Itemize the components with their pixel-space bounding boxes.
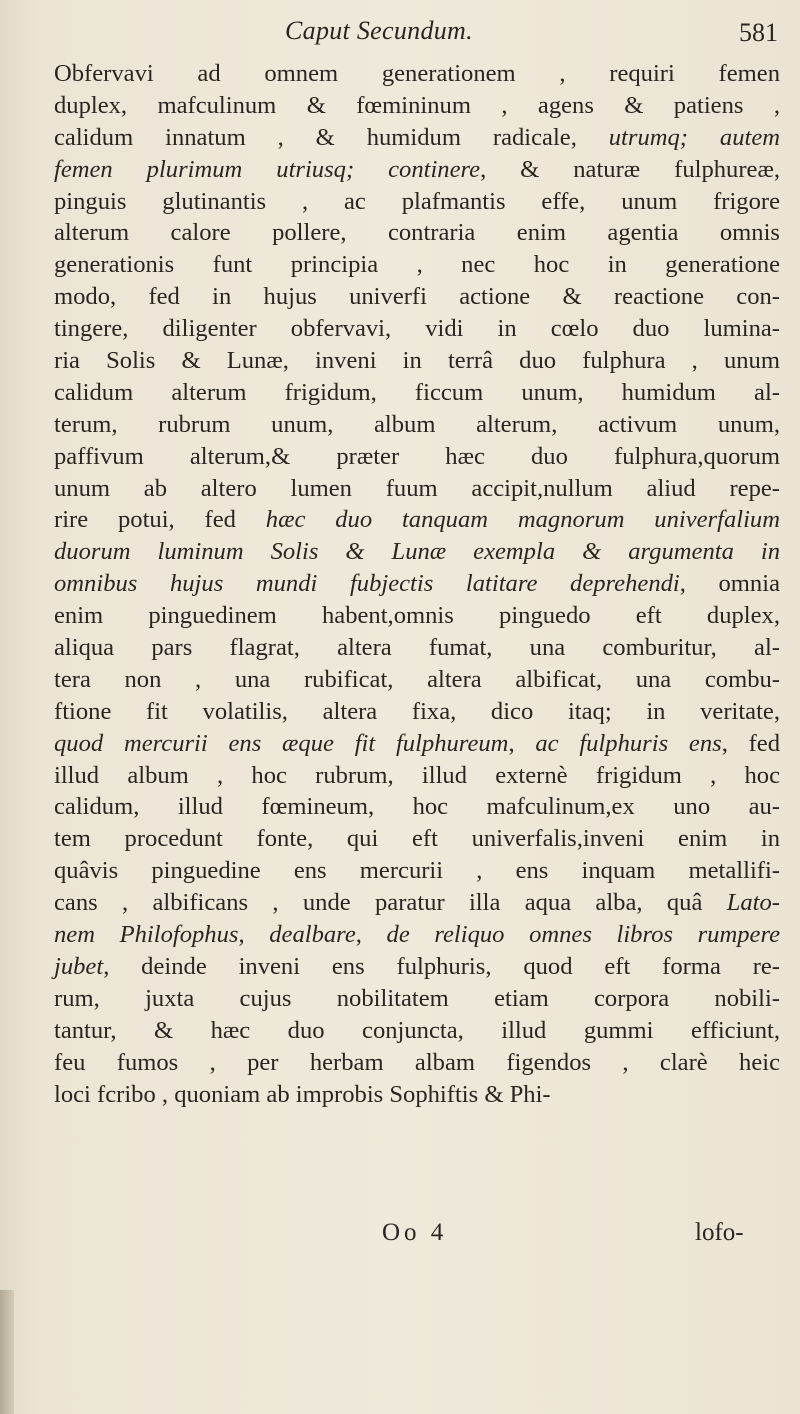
text-line bbox=[54, 249, 780, 281]
text-line bbox=[54, 951, 780, 983]
text-line bbox=[54, 441, 780, 473]
text-line bbox=[54, 983, 780, 1015]
roman-text: aliqua pars flagrat, altera fumat, una comburitur, al- bbox=[54, 634, 780, 662]
italic-text: de reliquo omnes libros rumpere bbox=[386, 921, 781, 949]
text-line bbox=[54, 504, 780, 536]
text-line bbox=[54, 345, 780, 377]
text-line bbox=[54, 409, 780, 441]
italic-text: utrumq; autem bbox=[608, 123, 780, 151]
text-line bbox=[54, 1047, 780, 1079]
italic-text: omnibus hujus mundi fubjectis latitare deprehendi bbox=[54, 570, 680, 598]
text-line bbox=[54, 887, 780, 919]
italic-text: ac fulphuris ens bbox=[535, 729, 722, 757]
text-line bbox=[54, 760, 780, 792]
roman-text: rire potui, fed bbox=[54, 506, 266, 534]
roman-text: tantur, & hæc duo conjuncta, illud gummi efficiunt, bbox=[54, 1016, 780, 1044]
italic-text: jubet bbox=[54, 952, 104, 980]
text-line bbox=[54, 536, 780, 568]
text-line bbox=[54, 728, 780, 760]
roman-text: , & naturæ fulphureæ, bbox=[480, 155, 781, 183]
page-edge-shadow bbox=[0, 1290, 14, 1414]
italic-text: hæc duo tanquam magnorum univerfalium bbox=[265, 506, 780, 534]
text-line bbox=[54, 122, 780, 154]
text-line bbox=[54, 154, 780, 186]
text-line bbox=[54, 1015, 780, 1047]
page-header bbox=[0, 16, 800, 56]
roman-text: ria Solis & Lunæ, inveni in terrâ duo fulphura , unum bbox=[54, 347, 780, 375]
roman-text: quâvis pinguedine ens mercurii , ens inquam metallifi- bbox=[54, 857, 780, 885]
roman-text: feu fumos , per herbam albam figendos , clarè heic bbox=[54, 1048, 780, 1076]
text-line bbox=[54, 919, 780, 951]
text-line bbox=[54, 696, 780, 728]
roman-text: illud album , hoc rubrum, illud externè frigidum , hoc bbox=[54, 761, 780, 789]
text-line bbox=[54, 823, 780, 855]
text-line bbox=[54, 377, 780, 409]
text-line bbox=[54, 473, 780, 505]
text-line bbox=[54, 568, 780, 600]
roman-text: , fed bbox=[721, 729, 780, 757]
roman-text: calidum innatum , & humidum radicale, bbox=[54, 123, 609, 151]
roman-text: , deinde inveni ens fulphuris, quod eft forma re- bbox=[103, 952, 780, 980]
roman-text: unum ab altero lumen fuum accipit,nullum aliud repe- bbox=[54, 474, 780, 502]
roman-text: , omnia bbox=[679, 570, 780, 598]
roman-text: calidum, illud fœmineum, hoc mafculinum,ex uno au- bbox=[54, 793, 780, 821]
roman-text: ftione fit volatilis, altera fixa, dico itaq; in veritate, bbox=[54, 697, 780, 725]
roman-text: , bbox=[238, 921, 270, 949]
page-footer bbox=[0, 1219, 800, 1251]
roman-text: modo, fed in hujus univerfi actione & reactione con- bbox=[54, 283, 780, 311]
roman-text: terum, rubrum unum, album alterum, activum unum, bbox=[54, 410, 780, 438]
roman-text: paffivum alterum,& præter hæc duo fulphura,quorum bbox=[54, 442, 780, 470]
text-line bbox=[54, 217, 780, 249]
text-line bbox=[54, 664, 780, 696]
catchword: lofo- bbox=[695, 1219, 744, 1246]
roman-text: tera non , una rubificat, altera albificat, una combu- bbox=[54, 665, 780, 693]
roman-text: tingere, diligenter obfervavi, vidi in cœlo duo lumina- bbox=[54, 315, 780, 343]
roman-text: tem procedunt fonte, qui eft univerfalis,inveni enim in bbox=[54, 825, 780, 853]
roman-text: pinguis glutinantis , ac plafmantis effe, unum frigore bbox=[54, 187, 780, 215]
roman-text: rum, juxta cujus nobilitatem etiam corpora nobili- bbox=[54, 984, 780, 1012]
roman-text: enim pinguedinem habent,omnis pinguedo eft duplex, bbox=[54, 602, 780, 630]
running-title: Caput Secundum. bbox=[285, 16, 473, 45]
text-line bbox=[54, 791, 780, 823]
italic-text: quod mercurii ens æque fit fulphureum bbox=[54, 729, 509, 757]
roman-text: , bbox=[355, 921, 387, 949]
text-line bbox=[54, 281, 780, 313]
roman-text: Obfervavi ad omnem generationem , requiri femen bbox=[54, 60, 780, 87]
roman-text: cans , albificans , unde paratur illa aqua alba, quâ bbox=[54, 889, 727, 917]
roman-text: loci fcribo , quoniam ab improbis Sophiftis & Phi- bbox=[54, 1080, 551, 1108]
text-line bbox=[54, 313, 780, 345]
italic-text: dealbare bbox=[269, 921, 356, 949]
page-number: 581 bbox=[739, 18, 778, 47]
text-line bbox=[54, 90, 780, 122]
roman-text: , bbox=[508, 729, 536, 757]
text-line bbox=[54, 58, 780, 90]
text-line bbox=[54, 186, 780, 218]
italic-text: Lato- bbox=[726, 889, 780, 917]
roman-text: duplex, mafculinum & fœmininum , agens & patiens , bbox=[54, 91, 780, 119]
text-line bbox=[54, 600, 780, 632]
roman-text: calidum alterum frigidum, ficcum unum, humidum al- bbox=[54, 378, 780, 406]
roman-text: alterum calore pollere, contraria enim agentia omnis bbox=[54, 219, 780, 247]
italic-text: duorum luminum Solis & Lunæ exempla & argumenta in bbox=[54, 538, 780, 566]
body-text bbox=[54, 58, 780, 1110]
text-line bbox=[54, 855, 780, 887]
signature-mark: Oo 4 bbox=[382, 1219, 448, 1246]
italic-text: nem Philofophus bbox=[54, 921, 239, 949]
text-line bbox=[54, 1079, 780, 1111]
italic-text: femen plurimum utriusq; continere bbox=[54, 155, 481, 183]
roman-text: generationis funt principia , nec hoc in generatione bbox=[54, 251, 780, 279]
text-line bbox=[54, 632, 780, 664]
